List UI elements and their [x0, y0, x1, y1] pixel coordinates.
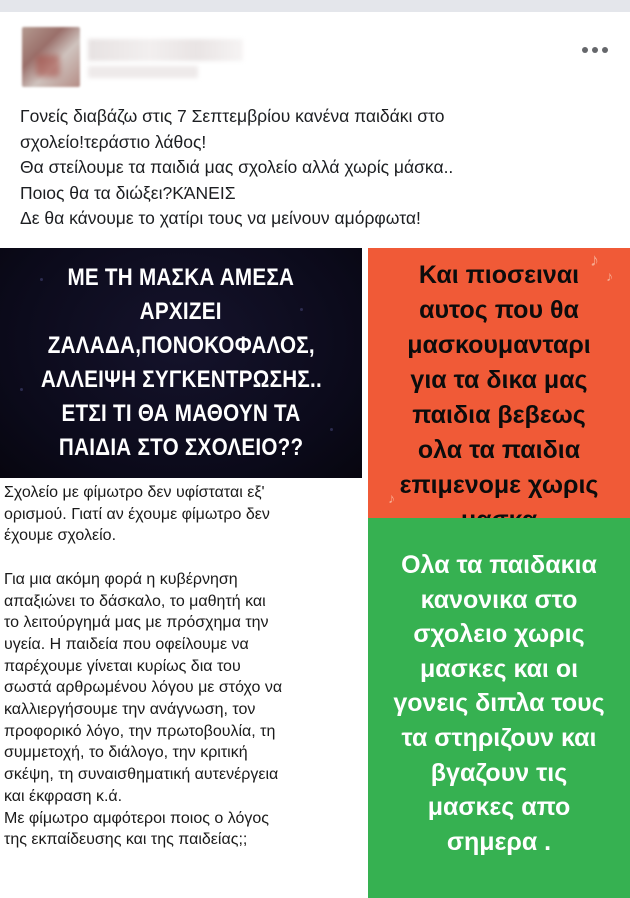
- text-panel-line: το λειτούργημά μας με πρόσχημα την: [4, 614, 269, 632]
- dark-panel-line: ΖΑΛΑΔΑ,ΠΟΝΟΚΟΦΑΛΟΣ,: [47, 332, 315, 359]
- red-panel-line: επιμενομε χωρις: [399, 471, 599, 499]
- text-panel-line: και έκφραση κ.ά.: [4, 787, 123, 805]
- sparkle-decoration: [40, 278, 43, 281]
- text-panel-line: Με φίμωτρο αμφότεροι ποιος ο λόγος: [4, 809, 269, 827]
- green-panel-line: τα στηριζουν και: [401, 723, 597, 752]
- text-meme-panel[interactable]: [0, 478, 368, 898]
- text-panel-line: καλλιεργήσουμε την ανάγνωση, τον: [4, 701, 256, 719]
- dark-panel-line: ΑΡΧΙΖΕΙ: [139, 298, 223, 325]
- red-panel-line: μασκουμανταρι: [407, 331, 591, 359]
- red-panel-line: για τα δικα μας: [410, 366, 588, 394]
- sparkle-decoration: [300, 308, 303, 311]
- text-panel-line: παρέχουμε γίνεται κυρίως δια του: [4, 657, 241, 675]
- green-panel-line: κανονικα στο: [420, 585, 578, 614]
- text-panel-line: συμμετοχή, το διάλογο, την κριτική: [4, 744, 248, 762]
- red-meme-panel[interactable]: [368, 248, 630, 518]
- text-panel-line: σωστά αρθρωμένου λόγου με στόχο να: [4, 679, 283, 697]
- dark-panel-line: ΕΤΣΙ ΤΙ ΘΑ ΜΑΘΟΥΝ ΤΑ: [61, 400, 301, 427]
- author-name-blurred[interactable]: [88, 39, 243, 61]
- text-panel-line: Σχολείο με φίμωτρο δεν υφίσταται εξ': [4, 484, 265, 501]
- dark-panel-line: ΜΕ ΤΗ ΜΑΣΚΑ ΑΜΕΣΑ: [67, 264, 295, 291]
- green-panel-line: μασκες απο: [427, 793, 571, 822]
- caption-line: Γονείς διαβάζω στις 7 Σεπτεμβρίου κανένα παιδάκι στο: [20, 106, 445, 126]
- feed-top-bar: [0, 0, 630, 12]
- dot-icon: [592, 47, 598, 53]
- dot-icon: [582, 47, 588, 53]
- sparkle-decoration: [20, 388, 23, 391]
- green-panel-line: σημερα .: [446, 827, 552, 856]
- post-time-blurred: [88, 66, 198, 78]
- red-panel-line: ολα τα παιδια: [417, 436, 581, 464]
- caption-line: Ποιος θα τα διώξει?ΚΆΝΕΙΣ: [20, 182, 236, 203]
- sparkle-decoration: [330, 428, 333, 431]
- dark-panel-line: ΠΑΙΔΙΑ ΣΤΟ ΣΧΟΛΕΙΟ??: [58, 434, 304, 461]
- green-meme-panel[interactable]: [368, 518, 630, 898]
- green-panel-line: γονεις διπλα τους: [393, 689, 605, 718]
- dark-panel-line: ΑΛΛΕΙΨΗ ΣΥΓΚΕΝΤΡΩΣΗΣ..: [40, 366, 322, 393]
- dark-meme-panel[interactable]: [0, 248, 362, 478]
- text-panel-line: υγεία. Η παιδεία που οφείλουμε να: [4, 635, 249, 653]
- red-panel-line: αυτος που θα: [419, 296, 579, 324]
- music-note-icon: ♪: [606, 268, 613, 284]
- paragraph-spacer: [4, 547, 368, 569]
- text-panel-line: ορισμού. Γιατί αν έχουμε φίμωτρο δεν: [4, 505, 270, 523]
- more-horizontal-icon[interactable]: [582, 45, 614, 55]
- dot-icon: [602, 47, 608, 53]
- music-note-icon: ♪: [590, 250, 599, 270]
- text-panel-line: Για μια ακόμη φορά η κυβέρνηση: [4, 570, 238, 588]
- caption-line: Δε θα κάνουμε το χατίρι τους να μείνουν αμόρφωτα!: [20, 208, 421, 228]
- text-panel-line: της εκπαίδευσης και της παιδείας;;: [4, 831, 248, 849]
- text-panel-line: σκέψη, τη συναισθηματική αυτενέργεια: [4, 766, 279, 784]
- green-panel-line: σχολειο χωρις: [413, 620, 585, 649]
- avatar-blurred[interactable]: [22, 27, 80, 87]
- text-panel-line: προφορικό λόγο, την πρωτοβουλία, τη: [4, 722, 276, 740]
- caption-line: σχολείο!τεράστιο λάθος!: [20, 131, 207, 152]
- caption-line: Θα στείλουμε τα παιδιά μας σχολείο αλλά χωρίς μάσκα..: [20, 157, 454, 177]
- post-header: [0, 12, 630, 100]
- green-panel-line: μασκες και οι: [419, 654, 579, 683]
- music-note-icon: ♪: [388, 490, 395, 506]
- text-panel-line: απαξιώνει το δάσκαλο, το μαθητή και: [4, 592, 266, 610]
- green-panel-line: βγαζουν τις: [430, 758, 568, 787]
- text-panel-line: έχουμε σχολείο.: [4, 527, 117, 545]
- green-panel-line: Ολα τα παιδακια: [401, 551, 597, 579]
- post-caption: [20, 104, 620, 232]
- red-panel-line: παιδια βεβεως: [412, 401, 586, 429]
- red-panel-line: Και πιοσειναι: [418, 261, 580, 289]
